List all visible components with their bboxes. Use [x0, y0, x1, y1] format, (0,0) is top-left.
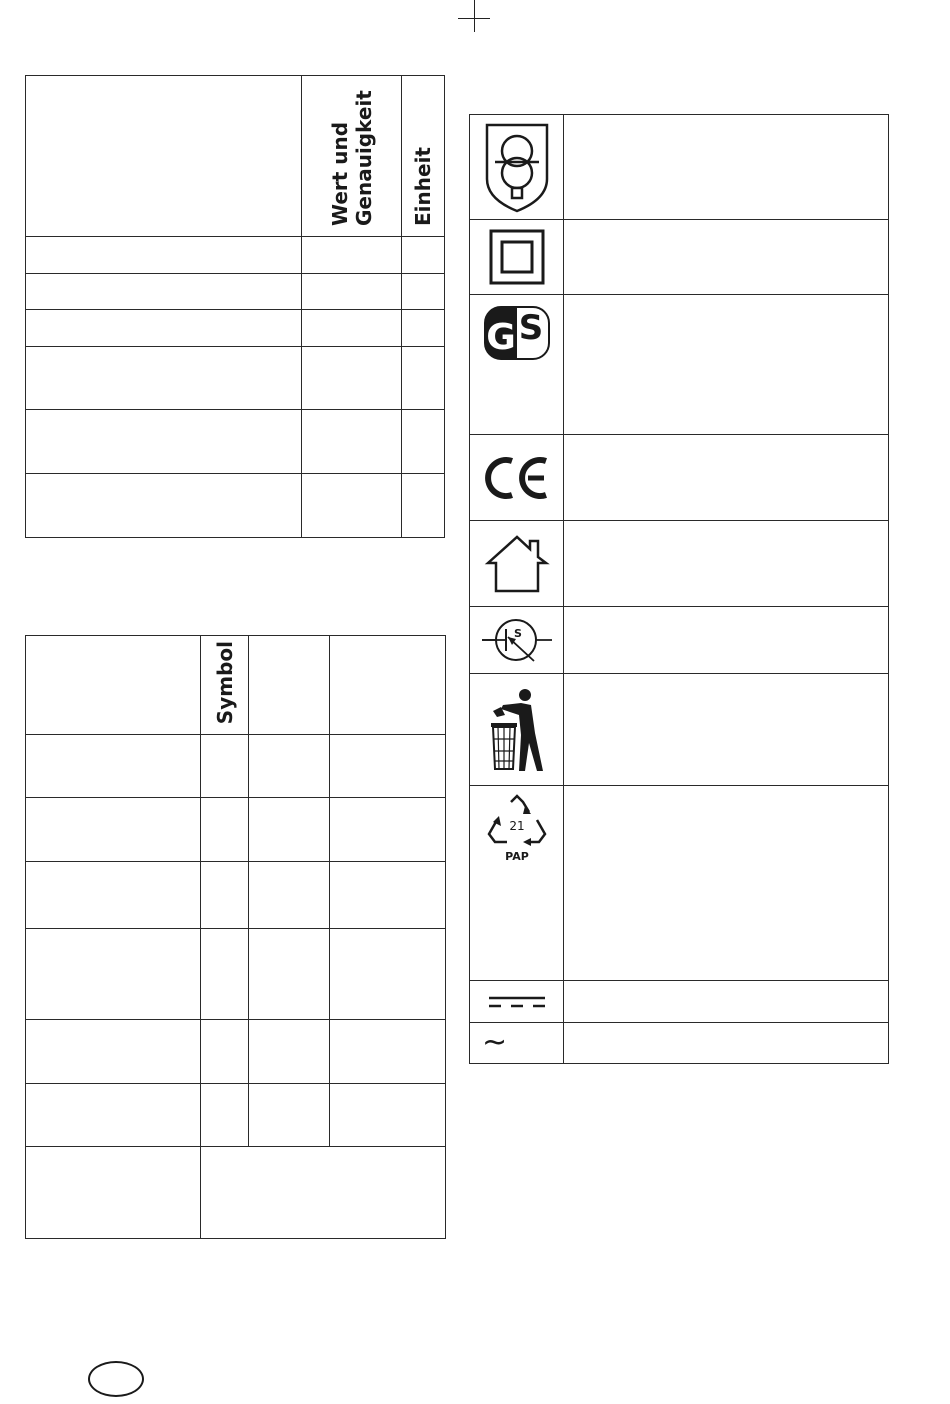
symbol-row [470, 435, 889, 521]
table-row [26, 347, 445, 410]
symbol-row [470, 607, 889, 674]
dispose-properly-icon [487, 685, 547, 775]
direct-current-icon [487, 994, 547, 1010]
safety-transformer-icon [483, 121, 551, 213]
ce-mark-icon [484, 455, 550, 501]
alternating-current-icon: ~ [482, 1025, 508, 1060]
table2-header-symbol-cell [201, 636, 249, 735]
indoor-use-icon [482, 533, 552, 595]
country-code-badge [88, 1361, 144, 1397]
technical-data-table [25, 75, 445, 538]
symbols-legend-table [469, 114, 889, 1064]
svg-text:S: S [518, 308, 543, 348]
table-row [26, 735, 446, 798]
thermal-fuse-icon [480, 615, 554, 665]
table1-header-value-cell [302, 76, 402, 237]
svg-text:G: G [485, 317, 516, 358]
table2-header-label-cell [26, 636, 201, 735]
table-row [26, 929, 446, 1020]
table-row [26, 410, 445, 474]
protection-class-ii-icon [489, 229, 545, 285]
symbol-row [470, 220, 889, 295]
gs-mark-icon [483, 305, 551, 361]
crop-mark-horizontal [458, 18, 490, 19]
symbol-values-table [25, 635, 446, 1239]
table-row [26, 274, 445, 310]
value-accuracy-header: Wert und Genauigkeit [327, 90, 376, 226]
symbol-row [470, 521, 889, 607]
table-row [26, 1020, 446, 1084]
unit-header: Einheit [411, 147, 435, 226]
symbol-row [470, 674, 889, 786]
crop-mark-vertical [474, 0, 475, 32]
table-row [26, 310, 445, 347]
symbol-row [470, 981, 889, 1023]
table1-header-label-cell [26, 76, 302, 237]
symbol-row [470, 1023, 889, 1064]
table-row [26, 1084, 446, 1147]
table-row [26, 1147, 446, 1239]
symbol-row [470, 786, 889, 981]
table-row [26, 798, 446, 862]
recycling-pap-icon [485, 794, 549, 868]
recycling-code: 21 [508, 819, 525, 833]
symbol-row [470, 295, 889, 435]
table-row [26, 474, 445, 538]
symbol-row [470, 115, 889, 220]
table-row [26, 237, 445, 274]
svg-text:S: S [513, 627, 522, 640]
table-row [26, 862, 446, 929]
table1-header-unit-cell [402, 76, 445, 237]
recycling-material: PAP [504, 850, 529, 863]
symbol-header: Symbol [212, 640, 237, 724]
